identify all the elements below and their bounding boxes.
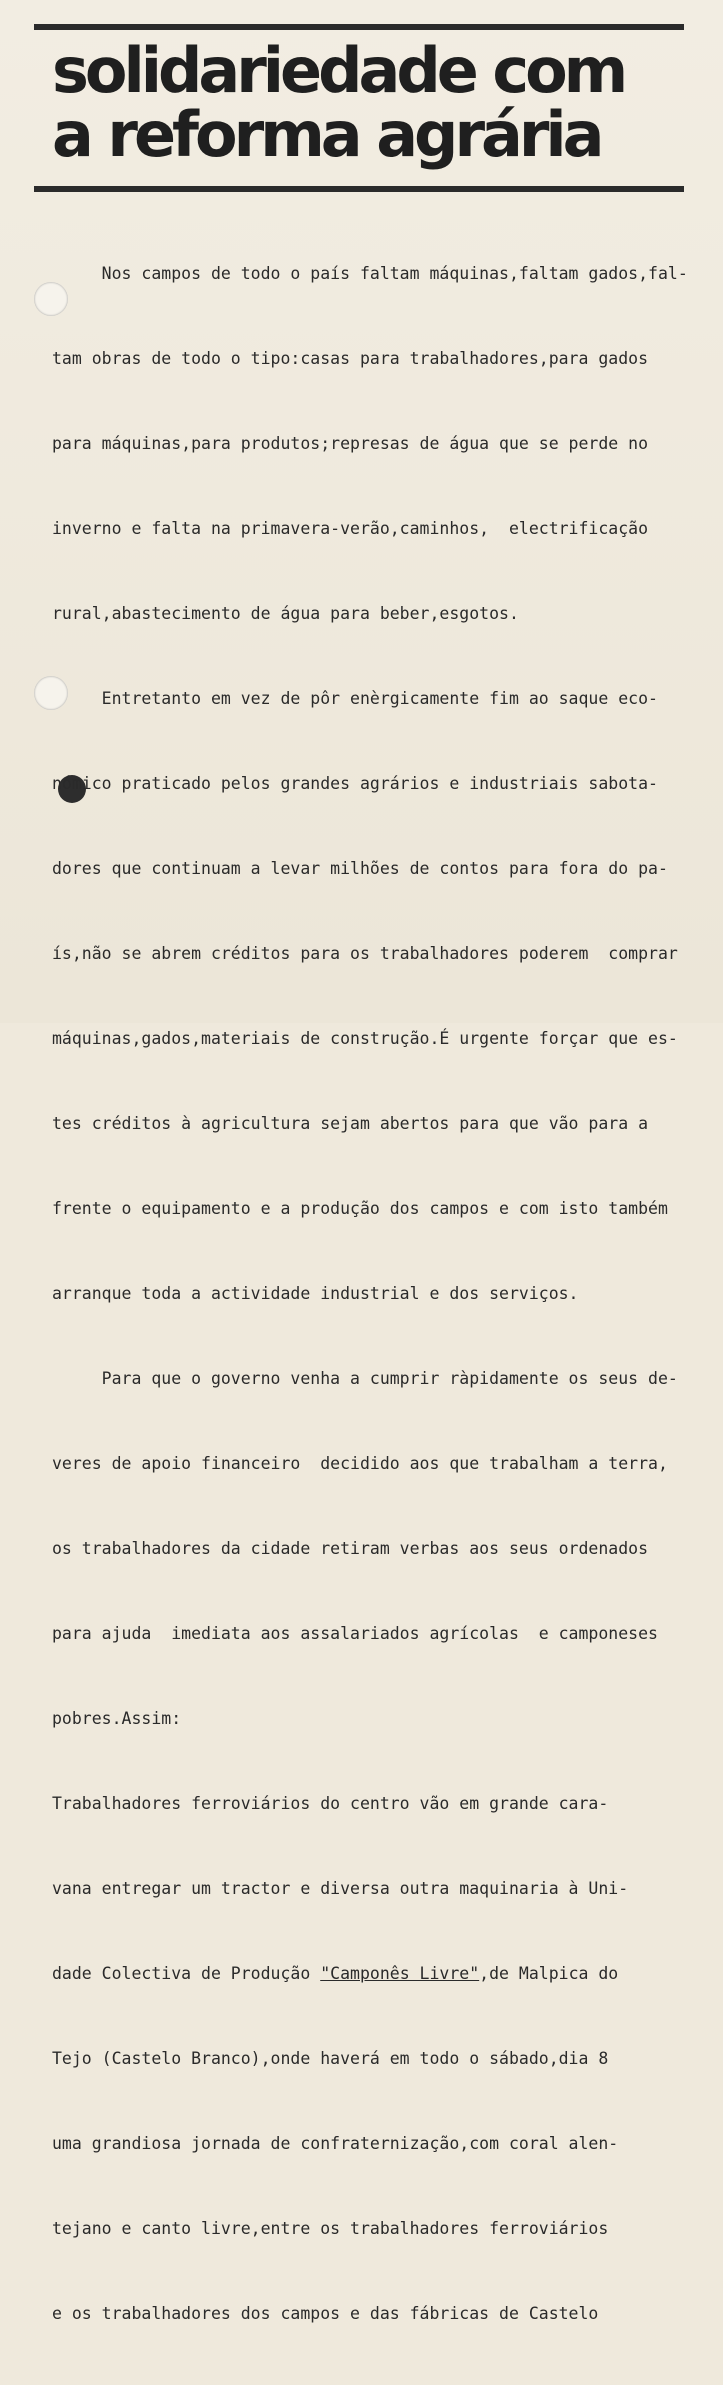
text-line: tam obras de todo o tipo:casas para trabalhadores,para gados xyxy=(52,349,649,368)
article-body xyxy=(52,206,688,2385)
top-rule xyxy=(34,24,684,30)
text-line: nómico praticado pelos grandes agrários e industriais sabota- xyxy=(52,774,658,793)
bullet-text-fragment: ,de Malpica do xyxy=(479,1964,619,1983)
text-line: máquinas,gados,materiais de construção.É urgente forçar que es- xyxy=(52,1029,678,1048)
text-line: pobres.Assim: xyxy=(52,1709,182,1728)
text-line: Para que o governo venha a cumprir ràpidamente os seus de- xyxy=(52,1369,678,1388)
text-line: inverno e falta na primavera-verão,caminhos, electrificação xyxy=(52,519,649,538)
bottom-rule xyxy=(34,186,684,192)
bullet-text-line: Trabalhadores ferroviários do centro vão em grande cara- xyxy=(52,1794,609,1813)
text-line: veres de apoio financeiro decidido aos que trabalham a terra, xyxy=(52,1454,668,1473)
text-line: rural,abastecimento de água para beber,esgotos. xyxy=(52,604,519,623)
text-line: dores que continuam a levar milhões de contos para fora do pa- xyxy=(52,859,668,878)
text-line: arranque toda a actividade industrial e dos serviços. xyxy=(52,1284,579,1303)
headline xyxy=(52,34,702,171)
text-line: tes créditos à agricultura sejam abertos para que vão para a xyxy=(52,1114,649,1133)
text-line: os trabalhadores da cidade retiram verbas aos seus ordenados xyxy=(52,1539,649,1558)
text-line: Entretanto em vez de pôr enèrgicamente fim ao saque eco- xyxy=(52,689,658,708)
bullet-text-line xyxy=(52,1960,662,1991)
bullet-text-line: uma grandiosa jornada de confraternização,com coral alen- xyxy=(52,2134,619,2153)
bullet-text-line: e os trabalhadores dos campos e das fábricas de Castelo xyxy=(52,2304,599,2323)
bullet-text-line: Tejo (Castelo Branco),onde haverá em todo o sábado,dia 8 xyxy=(52,2049,609,2068)
text-line: ís,não se abrem créditos para os trabalhadores poderem comprar xyxy=(52,944,678,963)
bullet-text-fragment: dade Colectiva de Produção xyxy=(52,1964,321,1983)
text-line: Nos campos de todo o país faltam máquinas,faltam gados,fal- xyxy=(52,264,688,283)
headline-line-2: a reforma agrária xyxy=(52,98,601,171)
headline-line-1: solidariedade com xyxy=(52,34,625,107)
text-line: para máquinas,para produtos;represas de água que se perde no xyxy=(52,434,649,453)
text-line: para ajuda imediata aos assalariados agrícolas e camponeses xyxy=(52,1624,658,1643)
bullet-text-line: tejano e canto livre,entre os trabalhadores ferroviários xyxy=(52,2219,609,2238)
bullet-text-line: vana entregar um tractor e diversa outra maquinaria à Uni- xyxy=(52,1879,629,1898)
cooperative-name: "Camponês Livre" xyxy=(320,1964,480,1983)
text-line: frente o equipamento e a produção dos campos e com isto também xyxy=(52,1199,668,1218)
